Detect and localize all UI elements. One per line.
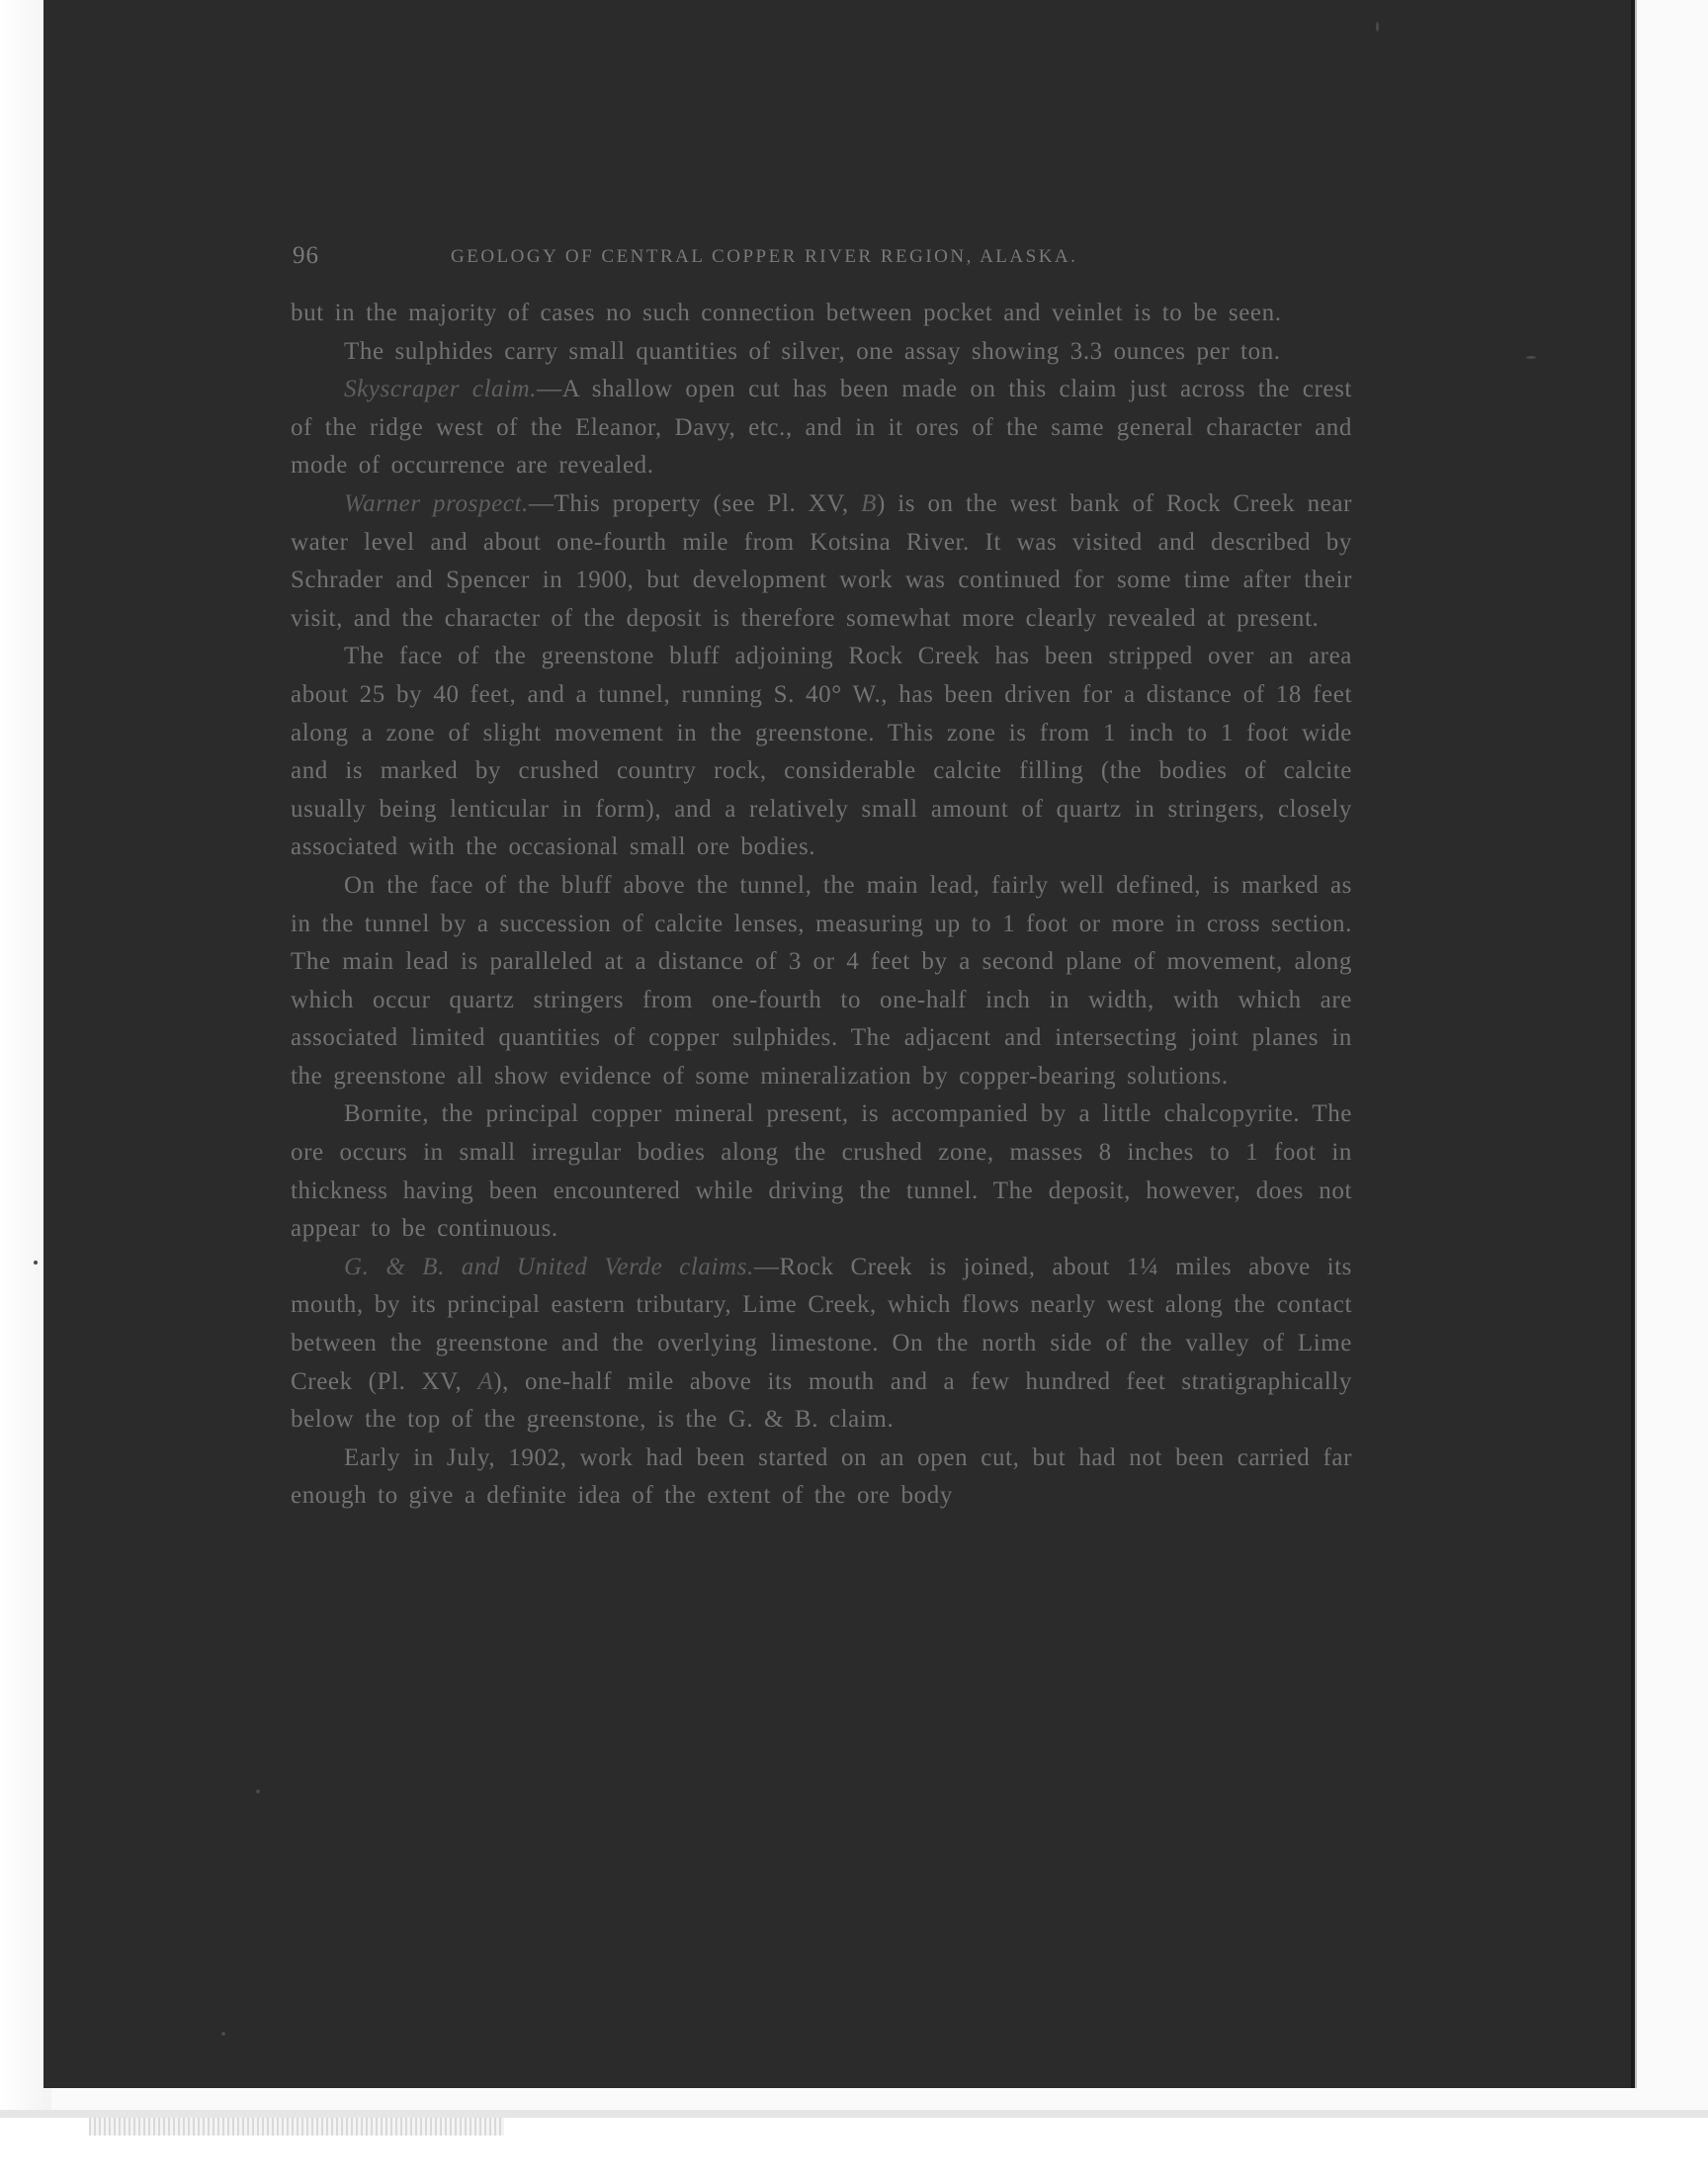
running-header — [293, 242, 1354, 278]
paragraph — [291, 867, 1352, 1096]
paragraph — [291, 295, 1352, 333]
paragraph — [291, 638, 1352, 867]
paragraph-text: The face of the greenstone bluff adjoining Rock Creek has been stripped over an area about 25 by 40 feet, and a tunnel, running S. 40° W., has been driven for a distance of 18 feet along a zone of slight movement in the greenstone. This zone is from 1 inch to 1 foot wide and is marked by crushed country rock, considerable calcite filling (the bodies of calcite usually being lenticular in form), and a relatively small amount of quartz in stringers, closely associated with the occasional small ore bodies. — [291, 643, 1352, 861]
paragraph-text: ) is on the west bank of Rock Creek near water level and about one-fourth mile from Kotsina River. It was visited and described by Schrader and Spencer in 1900, but development work was continued for some time after their visit, and the character of the deposit is therefore somewhat more clearly revealed at present. — [291, 489, 1352, 632]
section-heading: G. & B. and United Verde claims. — [344, 1253, 754, 1280]
paragraph — [291, 1095, 1352, 1248]
paragraph — [291, 485, 1352, 638]
paragraph — [291, 1249, 1352, 1440]
paragraph-text: The sulphides carry small quantities of silver, one assay showing 3.3 ounces per ton. — [344, 337, 1281, 365]
paragraph — [291, 333, 1352, 372]
body-text — [291, 295, 1352, 1516]
scan-bottom-margin — [0, 2110, 1708, 2183]
paragraph-text: —Rock Creek is joined, about 1¼ miles above its mouth, by its principal eastern tributary, Lime Creek, which flows nearly west along the contact between the greenstone and the overlying limestone. On the north side of the valley of Lime Creek (Pl. XV, — [291, 1253, 1353, 1395]
paragraph-text: Early in July, 1902, work had been started on an open cut, but had not been carried far enough to give a definite idea of the extent of the ore body — [291, 1443, 1352, 1510]
page-number: 96 — [293, 242, 319, 269]
paragraph-text: Bornite, the principal copper mineral present, is accompanied by a little chalcopyrite. The ore occurs in small irregular bodies along the crushed zone, masses 8 inches to 1 foot in thickness having been encountered while driving the tunnel. The deposit, however, does not appear to be continuous. — [291, 1100, 1352, 1243]
running-header-title: GEOLOGY OF CENTRAL COPPER RIVER REGION, ALASKA. — [451, 246, 1078, 267]
paragraph-text: On the face of the bluff above the tunnel, the main lead, fairly well defined, is marked as in the tunnel by a succession of calcite lenses, measuring up to 1 foot or more in cross section. The main lead is paralleled at a distance of 3 or 4 feet by a second plane of movement, along which occur quartz stringers from one-fourth to one-half inch in width, with which are associated limited quantities of copper sulphides. The adjacent and intersecting joint planes in the greenstone all show evidence of some mineralization by copper-bearing solutions. — [291, 871, 1352, 1090]
plate-reference: B — [861, 489, 877, 517]
paragraph — [291, 371, 1352, 485]
plate-reference: A — [477, 1367, 494, 1395]
scan-speck — [1526, 356, 1536, 359]
paragraph-text: but in the majority of cases no such connection between pocket and veinlet is to be seen. — [291, 300, 1282, 326]
scanner-edge-noise — [89, 2118, 504, 2136]
paragraph-text: ), one-half mile above its mouth and a few hundred feet stratigraphically below the top of the greenstone, is the G. & B. claim. — [291, 1367, 1352, 1434]
scan-speck — [221, 2032, 225, 2036]
section-heading: Warner prospect. — [344, 489, 529, 517]
paragraph — [291, 1440, 1352, 1516]
scan-speck — [256, 1790, 260, 1793]
paragraph-text: —This property (see Pl. XV, — [528, 489, 862, 517]
paragraph-text: —A shallow open cut has been made on this claim just across the crest of the ridge west of the Eleanor, Davy, etc., and in it ores of the same general character and mode of occurrence are revealed. — [291, 376, 1352, 480]
scan-speck — [1376, 22, 1379, 32]
section-heading: Skyscraper claim. — [344, 376, 538, 403]
scan-speck — [34, 1261, 38, 1265]
